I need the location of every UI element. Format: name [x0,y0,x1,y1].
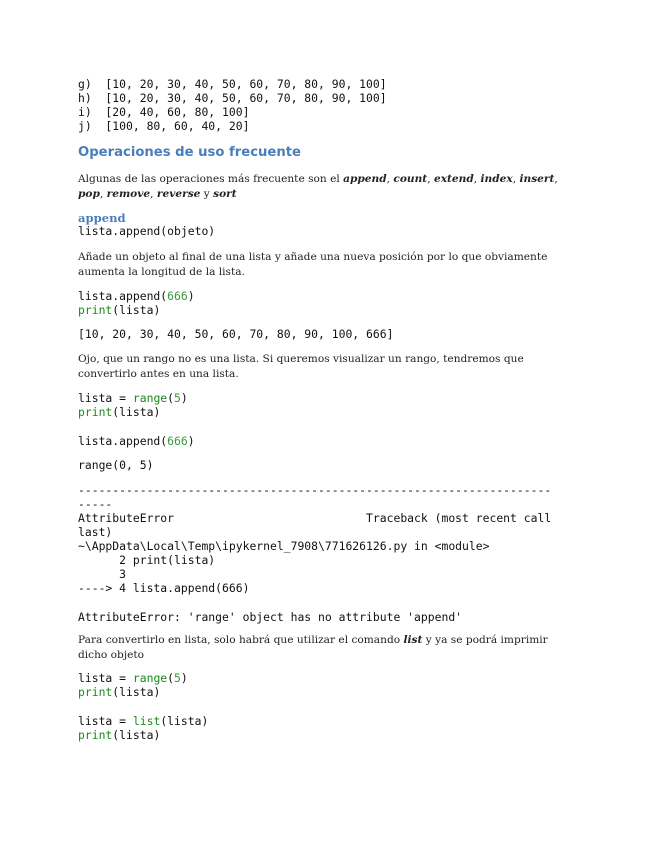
code-line: lista = range(5) [78,391,188,405]
op-extend: extend [433,173,474,185]
code-line: print(lista) [78,685,161,699]
traceback-separator: ----- [78,497,113,511]
convert-note: Para convertirlo en lista, solo habrá que utilizar el comando list y ya se podrá imprimir dicho objeto [78,634,548,661]
traceback-path: ~\AppData\Local\Temp\ipykernel_7908\771626126.py in <module> [78,539,490,553]
traceback-line: 3 [78,567,127,581]
op-remove: remove [106,188,151,200]
op-pop: pop [78,188,100,200]
code-line: lista = range(5) [78,671,188,685]
traceback-line: 2 print(lista) [78,553,216,567]
code-block-3 [78,671,188,699]
code-line: lista.append(666) [78,434,195,448]
op-index: index [480,173,513,185]
code-line: lista = list(lista) [78,714,209,728]
op-insert: insert [519,173,555,185]
code-line: lista.append(666) [78,289,195,303]
code-line: print(lista) [78,405,161,419]
intro-paragraph: Algunas de las operaciones más frecuente son el append, count, extend, index, insert, pop, remove, reverse y sort [78,173,558,200]
output-line-i: i) [20, 40, 60, 80, 100] [78,105,250,119]
append-description: Añade un objeto al final de una lista y añade una nueva posición por lo que obviamente aumenta la longitud de la lista. [78,251,548,278]
section-title: Operaciones de uso frecuente [78,145,302,160]
append-signature: lista.append(objeto) [78,224,216,238]
traceback-message: AttributeError: 'range' object has no attribute 'append' [78,610,463,624]
traceback-arrow-line: ----> 4 lista.append(666) [78,581,250,595]
traceback-error-line: AttributeError Traceback (most recent call [78,511,552,525]
code-line: print(lista) [78,728,161,742]
traceback-separator: --------------------------------------------------------------------- [78,483,552,497]
output-2: range(0, 5) [78,458,154,472]
output-line-j: j) [100, 80, 60, 40, 20] [78,119,250,133]
code-block-2 [78,391,195,448]
append-title: append [78,211,126,225]
output-line-h: h) [10, 20, 30, 40, 50, 60, 70, 80, 90, 100] [78,91,387,105]
op-reverse: reverse [156,188,201,200]
op-append: append [343,173,387,185]
output-line-g: g) [10, 20, 30, 40, 50, 60, 70, 80, 90, 100] [78,77,387,91]
code-block-4 [78,714,208,742]
lists-output [78,77,387,133]
op-count: count [393,173,428,185]
list-command: list [403,634,423,646]
op-sort: sort [213,188,237,200]
code-line: print(lista) [78,303,161,317]
traceback-last: last) [78,525,113,539]
traceback-block [78,483,551,624]
intro-text: Algunas de las operaciones más frecuente son el [78,173,344,185]
output-1: [10, 20, 30, 40, 50, 60, 70, 80, 90, 100, 666] [78,327,394,341]
code-block-1 [78,289,195,317]
range-note: Ojo, que un rango no es una lista. Si queremos visualizar un rango, tendremos que convertirlo antes en una lista. [78,353,524,380]
